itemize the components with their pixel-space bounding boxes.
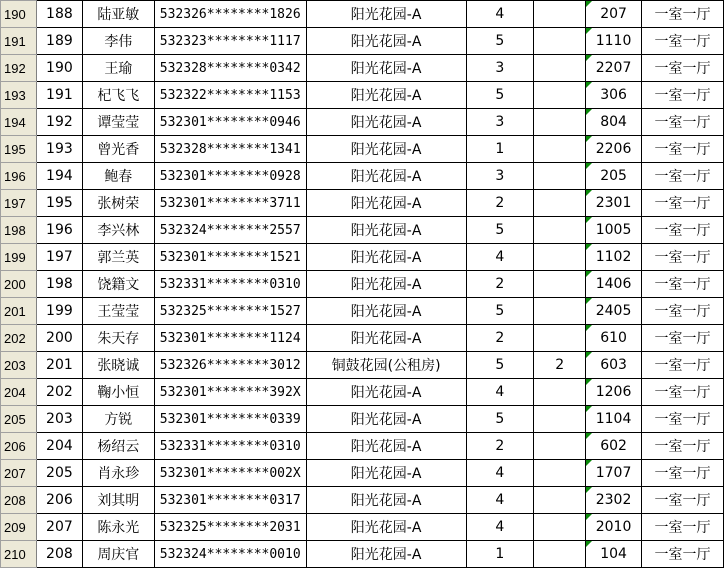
- cell-people-count[interactable]: 4: [466, 244, 534, 271]
- cell-name[interactable]: 张晓诚: [82, 352, 154, 379]
- cell-extra[interactable]: [534, 28, 586, 55]
- cell-extra[interactable]: [534, 487, 586, 514]
- cell-people-count[interactable]: 5: [466, 217, 534, 244]
- cell-extra[interactable]: [534, 55, 586, 82]
- cell-serial-number[interactable]: 201: [36, 352, 82, 379]
- cell-extra[interactable]: [534, 163, 586, 190]
- cell-id-number[interactable]: 532301********3711: [154, 190, 306, 217]
- cell-people-count[interactable]: 5: [466, 352, 534, 379]
- cell-extra[interactable]: [534, 541, 586, 568]
- cell-people-count[interactable]: 5: [466, 406, 534, 433]
- cell-layout[interactable]: 一室一厅: [642, 217, 724, 244]
- row-header[interactable]: 203: [1, 352, 37, 379]
- cell-room-number[interactable]: 1102: [586, 244, 642, 271]
- cell-id-number[interactable]: 532301********002X: [154, 460, 306, 487]
- cell-id-number[interactable]: 532331********0310: [154, 271, 306, 298]
- cell-layout[interactable]: 一室一厅: [642, 433, 724, 460]
- cell-extra[interactable]: [534, 109, 586, 136]
- cell-serial-number[interactable]: 195: [36, 190, 82, 217]
- cell-layout[interactable]: 一室一厅: [642, 487, 724, 514]
- cell-name[interactable]: 张树荣: [82, 190, 154, 217]
- row-header[interactable]: 198: [1, 217, 37, 244]
- cell-serial-number[interactable]: 190: [36, 55, 82, 82]
- cell-extra[interactable]: [534, 136, 586, 163]
- row-header[interactable]: 202: [1, 325, 37, 352]
- cell-id-number[interactable]: 532301********0317: [154, 487, 306, 514]
- row-header[interactable]: 208: [1, 487, 37, 514]
- cell-id-number[interactable]: 532328********1341: [154, 136, 306, 163]
- cell-serial-number[interactable]: 204: [36, 433, 82, 460]
- table-row: [1, 379, 724, 406]
- row-header[interactable]: 197: [1, 190, 37, 217]
- cell-room-number[interactable]: 1206: [586, 379, 642, 406]
- cell-room-number[interactable]: 804: [586, 109, 642, 136]
- cell-community[interactable]: 阳光花园-A: [306, 82, 466, 109]
- cell-layout[interactable]: 一室一厅: [642, 541, 724, 568]
- cell-name[interactable]: 陆亚敏: [82, 1, 154, 28]
- row-header[interactable]: 196: [1, 163, 37, 190]
- row-header[interactable]: 194: [1, 109, 37, 136]
- cell-community[interactable]: 阳光花园-A: [306, 406, 466, 433]
- cell-layout[interactable]: 一室一厅: [642, 82, 724, 109]
- cell-name[interactable]: 李兴林: [82, 217, 154, 244]
- table-row: [1, 352, 724, 379]
- cell-name[interactable]: 周庆官: [82, 541, 154, 568]
- cell-community[interactable]: 阳光花园-A: [306, 190, 466, 217]
- cell-people-count[interactable]: 4: [466, 1, 534, 28]
- row-header[interactable]: 201: [1, 298, 37, 325]
- cell-room-number[interactable]: 306: [586, 82, 642, 109]
- cell-community[interactable]: 铜鼓花园(公租房): [306, 352, 466, 379]
- cell-layout[interactable]: 一室一厅: [642, 298, 724, 325]
- cell-community[interactable]: 阳光花园-A: [306, 514, 466, 541]
- cell-layout[interactable]: 一室一厅: [642, 190, 724, 217]
- cell-community[interactable]: 阳光花园-A: [306, 163, 466, 190]
- row-header[interactable]: 193: [1, 82, 37, 109]
- cell-layout[interactable]: 一室一厅: [642, 109, 724, 136]
- cell-name[interactable]: 鲍春: [82, 163, 154, 190]
- cell-extra[interactable]: 2: [534, 352, 586, 379]
- cell-id-number[interactable]: 532301********0339: [154, 406, 306, 433]
- cell-serial-number[interactable]: 188: [36, 1, 82, 28]
- row-header[interactable]: 207: [1, 460, 37, 487]
- cell-layout[interactable]: 一室一厅: [642, 136, 724, 163]
- cell-id-number[interactable]: 532325********2031: [154, 514, 306, 541]
- cell-serial-number[interactable]: 202: [36, 379, 82, 406]
- cell-serial-number[interactable]: 193: [36, 136, 82, 163]
- cell-id-number[interactable]: 532324********0010: [154, 541, 306, 568]
- cell-community[interactable]: 阳光花园-A: [306, 541, 466, 568]
- cell-room-number[interactable]: 602: [586, 433, 642, 460]
- cell-name[interactable]: 杞飞飞: [82, 82, 154, 109]
- cell-community[interactable]: 阳光花园-A: [306, 433, 466, 460]
- cell-id-number[interactable]: 532325********1527: [154, 298, 306, 325]
- cell-room-number[interactable]: 205: [586, 163, 642, 190]
- cell-extra[interactable]: [534, 244, 586, 271]
- cell-layout[interactable]: 一室一厅: [642, 55, 724, 82]
- cell-community[interactable]: 阳光花园-A: [306, 217, 466, 244]
- cell-people-count[interactable]: 3: [466, 109, 534, 136]
- table-row: [1, 190, 724, 217]
- cell-people-count[interactable]: 2: [466, 271, 534, 298]
- cell-layout[interactable]: 一室一厅: [642, 1, 724, 28]
- cell-id-number[interactable]: 532301********0928: [154, 163, 306, 190]
- cell-serial-number[interactable]: 207: [36, 514, 82, 541]
- cell-people-count[interactable]: 4: [466, 460, 534, 487]
- cell-room-number[interactable]: 610: [586, 325, 642, 352]
- cell-name[interactable]: 鞠小恒: [82, 379, 154, 406]
- cell-community[interactable]: 阳光花园-A: [306, 109, 466, 136]
- cell-layout[interactable]: 一室一厅: [642, 460, 724, 487]
- cell-serial-number[interactable]: 200: [36, 325, 82, 352]
- cell-serial-number[interactable]: 203: [36, 406, 82, 433]
- cell-room-number[interactable]: 1005: [586, 217, 642, 244]
- cell-people-count[interactable]: 2: [466, 433, 534, 460]
- cell-name[interactable]: 曾光香: [82, 136, 154, 163]
- table-row: [1, 433, 724, 460]
- cell-layout[interactable]: 一室一厅: [642, 271, 724, 298]
- table-row: [1, 325, 724, 352]
- cell-extra[interactable]: [534, 271, 586, 298]
- cell-serial-number[interactable]: 189: [36, 28, 82, 55]
- cell-id-number[interactable]: 532323********1117: [154, 28, 306, 55]
- cell-community[interactable]: 阳光花园-A: [306, 298, 466, 325]
- cell-extra[interactable]: [534, 190, 586, 217]
- table-row: [1, 28, 724, 55]
- cell-serial-number[interactable]: 197: [36, 244, 82, 271]
- row-header[interactable]: 209: [1, 514, 37, 541]
- cell-extra[interactable]: [534, 433, 586, 460]
- table-row: [1, 460, 724, 487]
- row-header[interactable]: 192: [1, 55, 37, 82]
- cell-room-number[interactable]: 2301: [586, 190, 642, 217]
- cell-name[interactable]: 方锐: [82, 406, 154, 433]
- cell-room-number[interactable]: 207: [586, 1, 642, 28]
- cell-serial-number[interactable]: 205: [36, 460, 82, 487]
- cell-serial-number[interactable]: 192: [36, 109, 82, 136]
- cell-serial-number[interactable]: 191: [36, 82, 82, 109]
- cell-id-number[interactable]: 532301********0946: [154, 109, 306, 136]
- cell-community[interactable]: 阳光花园-A: [306, 55, 466, 82]
- cell-name[interactable]: 郭兰英: [82, 244, 154, 271]
- table-row: [1, 55, 724, 82]
- cell-serial-number[interactable]: 194: [36, 163, 82, 190]
- cell-id-number[interactable]: 532301********1521: [154, 244, 306, 271]
- cell-serial-number[interactable]: 199: [36, 298, 82, 325]
- table-row: [1, 244, 724, 271]
- table-row: [1, 487, 724, 514]
- cell-room-number[interactable]: 1707: [586, 460, 642, 487]
- cell-layout[interactable]: 一室一厅: [642, 379, 724, 406]
- row-header[interactable]: 195: [1, 136, 37, 163]
- cell-people-count[interactable]: 5: [466, 82, 534, 109]
- cell-extra[interactable]: [534, 379, 586, 406]
- table-row: [1, 109, 724, 136]
- table-row: [1, 82, 724, 109]
- cell-extra[interactable]: [534, 82, 586, 109]
- table-row: [1, 1, 724, 28]
- cell-layout[interactable]: 一室一厅: [642, 514, 724, 541]
- table-row: [1, 136, 724, 163]
- cell-serial-number[interactable]: 198: [36, 271, 82, 298]
- cell-serial-number[interactable]: 208: [36, 541, 82, 568]
- cell-name[interactable]: 谭莹莹: [82, 109, 154, 136]
- cell-extra[interactable]: [534, 406, 586, 433]
- cell-extra[interactable]: [534, 325, 586, 352]
- cell-community[interactable]: 阳光花园-A: [306, 325, 466, 352]
- cell-serial-number[interactable]: 206: [36, 487, 82, 514]
- cell-name[interactable]: 陈永光: [82, 514, 154, 541]
- cell-extra[interactable]: [534, 217, 586, 244]
- table-row: [1, 541, 724, 568]
- cell-people-count[interactable]: 4: [466, 379, 534, 406]
- cell-name[interactable]: 李伟: [82, 28, 154, 55]
- cell-layout[interactable]: 一室一厅: [642, 244, 724, 271]
- cell-id-number[interactable]: 532301********1124: [154, 325, 306, 352]
- cell-people-count[interactable]: 3: [466, 55, 534, 82]
- cell-room-number[interactable]: 2206: [586, 136, 642, 163]
- row-header[interactable]: 191: [1, 28, 37, 55]
- cell-people-count[interactable]: 2: [466, 325, 534, 352]
- cell-room-number[interactable]: 1406: [586, 271, 642, 298]
- cell-people-count[interactable]: 4: [466, 487, 534, 514]
- table-row: [1, 163, 724, 190]
- cell-people-count[interactable]: 2: [466, 190, 534, 217]
- cell-community[interactable]: 阳光花园-A: [306, 1, 466, 28]
- cell-people-count[interactable]: 1: [466, 136, 534, 163]
- row-header[interactable]: 199: [1, 244, 37, 271]
- cell-layout[interactable]: 一室一厅: [642, 325, 724, 352]
- cell-id-number[interactable]: 532326********1826: [154, 1, 306, 28]
- table-row: [1, 514, 724, 541]
- cell-people-count[interactable]: 5: [466, 28, 534, 55]
- cell-room-number[interactable]: 2302: [586, 487, 642, 514]
- cell-layout[interactable]: 一室一厅: [642, 352, 724, 379]
- cell-room-number[interactable]: 2010: [586, 514, 642, 541]
- cell-name[interactable]: 饶籍文: [82, 271, 154, 298]
- cell-extra[interactable]: [534, 298, 586, 325]
- cell-name[interactable]: 朱天存: [82, 325, 154, 352]
- cell-id-number[interactable]: 532328********0342: [154, 55, 306, 82]
- cell-room-number[interactable]: 2405: [586, 298, 642, 325]
- cell-room-number[interactable]: 1104: [586, 406, 642, 433]
- cell-room-number[interactable]: 603: [586, 352, 642, 379]
- cell-room-number[interactable]: 104: [586, 541, 642, 568]
- cell-name[interactable]: 王瑜: [82, 55, 154, 82]
- table-row: [1, 271, 724, 298]
- cell-community[interactable]: 阳光花园-A: [306, 136, 466, 163]
- cell-layout[interactable]: 一室一厅: [642, 28, 724, 55]
- cell-id-number[interactable]: 532324********2557: [154, 217, 306, 244]
- row-header[interactable]: 204: [1, 379, 37, 406]
- cell-people-count[interactable]: 5: [466, 298, 534, 325]
- cell-layout[interactable]: 一室一厅: [642, 406, 724, 433]
- row-header[interactable]: 205: [1, 406, 37, 433]
- cell-layout[interactable]: 一室一厅: [642, 163, 724, 190]
- table-row: [1, 406, 724, 433]
- row-header[interactable]: 210: [1, 541, 37, 568]
- cell-people-count[interactable]: 3: [466, 163, 534, 190]
- row-header[interactable]: 200: [1, 271, 37, 298]
- cell-room-number[interactable]: 2207: [586, 55, 642, 82]
- row-header[interactable]: 206: [1, 433, 37, 460]
- table-row: [1, 217, 724, 244]
- cell-community[interactable]: 阳光花园-A: [306, 244, 466, 271]
- table-row: [1, 298, 724, 325]
- cell-name[interactable]: 杨绍云: [82, 433, 154, 460]
- cell-people-count[interactable]: 1: [466, 541, 534, 568]
- cell-community[interactable]: 阳光花园-A: [306, 28, 466, 55]
- cell-community[interactable]: 阳光花园-A: [306, 460, 466, 487]
- cell-id-number[interactable]: 532322********1153: [154, 82, 306, 109]
- cell-id-number[interactable]: 532331********0310: [154, 433, 306, 460]
- cell-room-number[interactable]: 1110: [586, 28, 642, 55]
- row-header[interactable]: 190: [1, 1, 37, 28]
- cell-extra[interactable]: [534, 460, 586, 487]
- cell-id-number[interactable]: 532301********392X: [154, 379, 306, 406]
- cell-extra[interactable]: [534, 1, 586, 28]
- cell-community[interactable]: 阳光花园-A: [306, 379, 466, 406]
- cell-community[interactable]: 阳光花园-A: [306, 487, 466, 514]
- cell-name[interactable]: 王莹莹: [82, 298, 154, 325]
- cell-community[interactable]: 阳光花园-A: [306, 271, 466, 298]
- cell-name[interactable]: 肖永珍: [82, 460, 154, 487]
- cell-serial-number[interactable]: 196: [36, 217, 82, 244]
- cell-extra[interactable]: [534, 514, 586, 541]
- cell-id-number[interactable]: 532326********3012: [154, 352, 306, 379]
- cell-people-count[interactable]: 4: [466, 514, 534, 541]
- sheet-body: [1, 1, 724, 568]
- cell-name[interactable]: 刘其明: [82, 487, 154, 514]
